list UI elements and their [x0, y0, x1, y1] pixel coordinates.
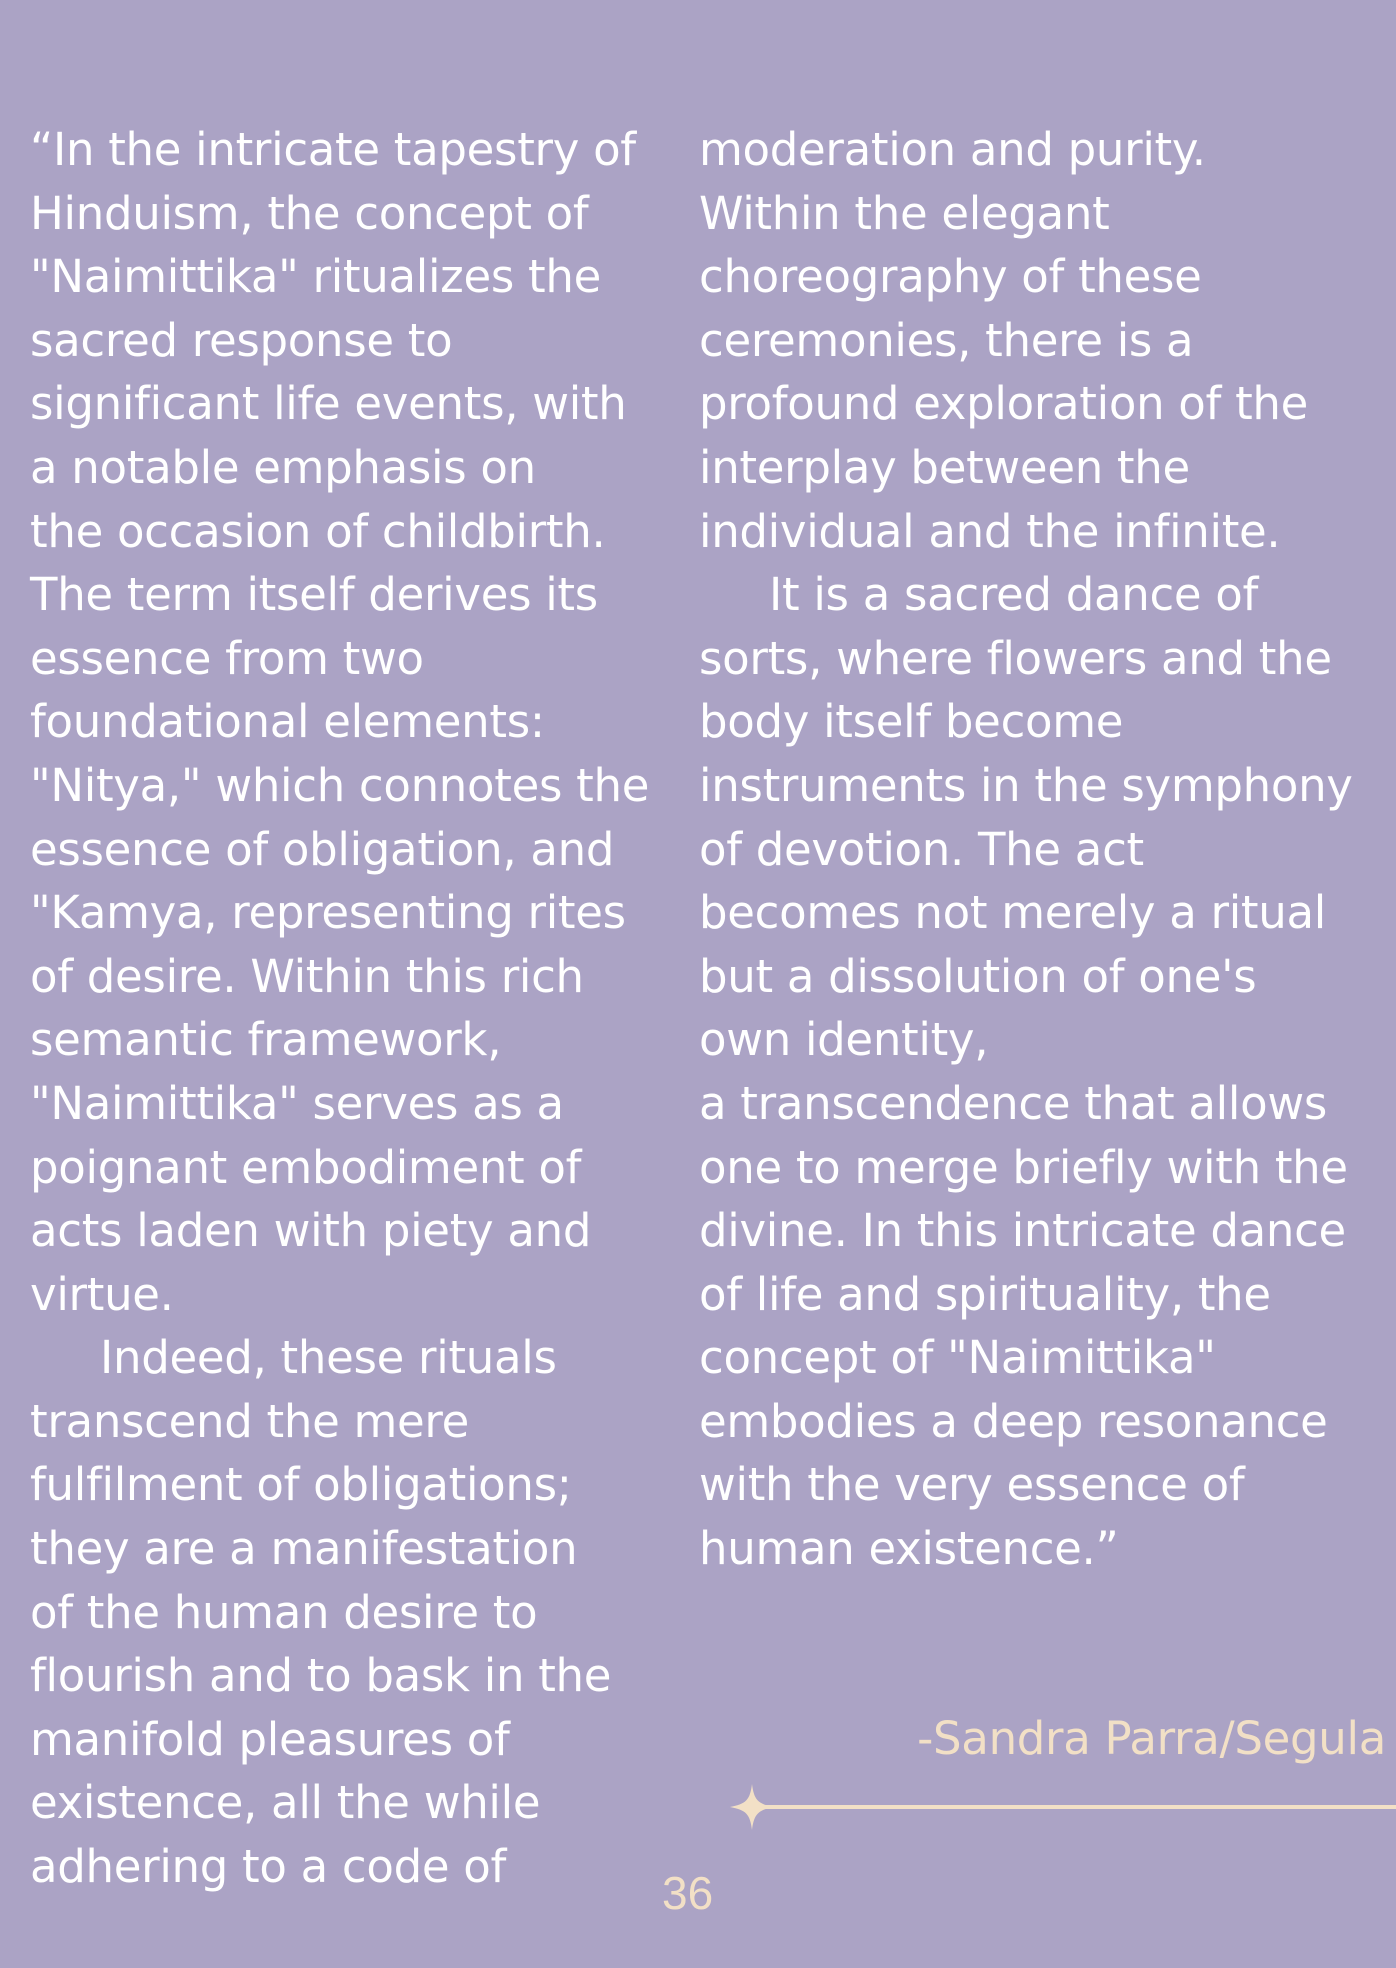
author-attribution: -Sandra Parra/Segula	[917, 1712, 1386, 1765]
text-line: sacred response to	[30, 313, 453, 367]
text-line: transcend the mere	[30, 1394, 469, 1448]
text-line: divine. In this intricate dance	[699, 1204, 1346, 1258]
text-line: the occasion of childbirth.	[30, 504, 606, 558]
text-line: semantic framework,	[30, 1013, 502, 1067]
text-line: "Naimittika" serves as a	[30, 1076, 564, 1130]
text-line: Within the elegant	[699, 186, 1110, 240]
text-line: of desire. Within this rich	[30, 949, 584, 1003]
text-line: interplay between the	[699, 440, 1190, 494]
text-line: sorts, where flowers and the	[699, 631, 1332, 685]
text-line: of life and spirituality, the	[699, 1267, 1271, 1321]
text-line: ceremonies, there is a	[699, 313, 1194, 367]
text-line: human existence.”	[699, 1522, 1119, 1576]
text-line: flourish and to bask in the	[30, 1649, 612, 1703]
text-line: body itself become	[699, 695, 1124, 749]
text-line: with the very essence of	[699, 1458, 1245, 1512]
right-text-column	[699, 118, 1389, 1581]
text-line: existence, all the while	[30, 1776, 541, 1830]
text-line: manifold pleasures of	[30, 1712, 510, 1766]
text-line: but a dissolution of one's	[699, 949, 1257, 1003]
decorative-divider	[728, 1782, 1396, 1832]
text-line: choreography of these	[699, 250, 1202, 304]
text-line: virtue.	[30, 1267, 174, 1321]
text-line: own identity,	[699, 1013, 989, 1067]
text-line: of the human desire to	[30, 1585, 538, 1639]
text-line: “In the intricate tapestry of	[30, 123, 636, 176]
text-line: "Nitya," which connotes the	[30, 758, 650, 812]
text-line: Indeed, these rituals	[30, 1331, 557, 1385]
text-line: profound exploration of the	[699, 377, 1309, 431]
text-line: they are a manifestation	[30, 1522, 578, 1576]
four-point-star-icon	[730, 1784, 774, 1830]
page-number: 36	[662, 1867, 714, 1919]
text-line: a transcendence that allows	[699, 1076, 1327, 1130]
text-line: embodies a deep resonance	[699, 1394, 1328, 1448]
text-line: individual and the infinite.	[699, 504, 1281, 558]
text-line: instruments in the symphony	[699, 758, 1353, 812]
text-line: Hinduism, the concept of	[30, 186, 589, 240]
text-line: poignant embodiment of	[30, 1140, 582, 1194]
text-line: concept of "Naimittika"	[699, 1331, 1216, 1385]
text-line: "Naimittika" ritualizes the	[30, 250, 601, 304]
text-line: of devotion. The act	[699, 822, 1144, 876]
text-line: adhering to a code of	[30, 1840, 507, 1894]
text-line: significant life events, with	[30, 377, 627, 431]
text-line: one to merge briefly with the	[699, 1140, 1348, 1194]
left-text-column	[30, 118, 670, 1899]
text-line: The term itself derives its	[30, 568, 598, 622]
text-line: moderation and purity.	[699, 123, 1206, 176]
text-line: essence of obligation, and	[30, 822, 615, 876]
text-line: acts laden with piety and	[30, 1204, 592, 1258]
text-line: becomes not merely a ritual	[699, 886, 1326, 940]
text-line: a notable emphasis on	[30, 440, 536, 494]
text-line: "Kamya, representing rites	[30, 886, 626, 940]
text-line: fulfilment of obligations;	[30, 1458, 572, 1512]
text-line: It is a sacred dance of	[699, 568, 1259, 622]
text-line: foundational elements:	[30, 695, 545, 749]
text-line: essence from two	[30, 631, 424, 685]
